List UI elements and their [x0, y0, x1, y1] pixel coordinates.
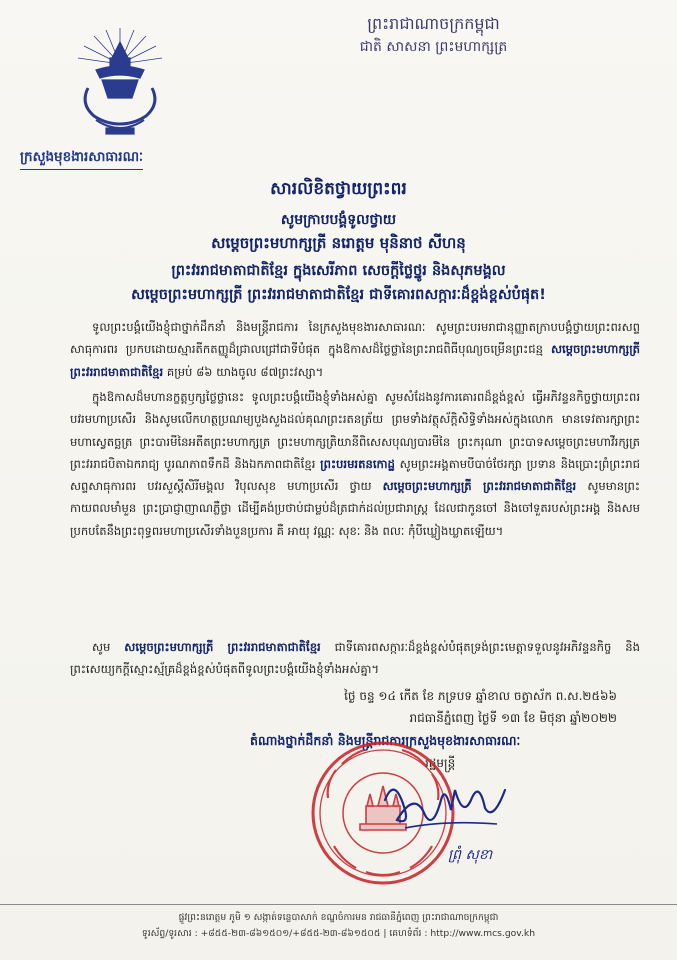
national-motto: ជាតិ សាសនា ព្រះមហាក្សត្រ [359, 39, 508, 55]
ministry-name: ក្រសួងមុខងារសាធារណៈ [20, 148, 143, 170]
signature-icon [375, 770, 510, 840]
footer-divider [0, 904, 677, 905]
paragraph-3-highlight: សម្តេចព្រះមហាក្សត្រី ព្រះវររាជមាតាជាតិខ្មែរ [124, 640, 321, 654]
paragraph-3-text-b: ជាទីគោរពសក្ការៈដ៏ខ្ពង់ខ្ពស់បំផុតទ្រង់ព្រះមេត្តាទទួលនូវអភិវន្ទនកិច្ច និងព្រះសេយ្យកក្តីស្មោះស្ម័គ្រដ៏ខ្ពង់ខ្ពស់បំផុតពីទូលព្រះបង្គំយើងខ្ញុំទាំងអស់គ្នា។ [70, 640, 640, 677]
footer-contact: ទូរស័ព្ទ/ទូរសារ : +៨៥៥-២៣-៨៦១៥០១/+៨៥៥-២៣-៨៦១៥០៥ | គេហទំព័រ : http://www.mcs.gov.kh [141, 928, 536, 939]
paragraph-2-text-c: សូមមានព្រះកាយពលមាំមួន ព្រះប្រាជ្ញាញាណភ្លឺថ្លា ដើម្បីគង់ប្រថាប់ជាម្លប់ដ៏ត្រជាក់ដល់ប្រជារាស្ត្រ ដែលជាកូនចៅ និងចៅទួតរបស់ព្រះអង្គ និងសមប្រកបតែនឹងព្រះពុទ្ធពរមហាប្រសើរទាំងបួនប្រការ គឺ អាយុ វណ្ណៈ សុខៈ និង ពលៈ កុំបីឃ្លៀងឃ្លាតឡើយ។ [70, 479, 641, 538]
address-line: សូមក្រាបបង្គំទូលថ្វាយ [280, 212, 397, 228]
paragraph-3-text-a: សូម [92, 640, 111, 654]
lunar-date: ថ្ងៃ ចន្ទ ១៤ កើត ខែ ភទ្របទ ឆ្នាំខាល ចត្វាស័ក ព.ស.២៥៦៦ [344, 689, 617, 703]
solar-date: រាជធានីភ្នំពេញ ថ្ងៃទី ១៣ ខែ មិថុនា ឆ្នាំ២០២២ [409, 711, 617, 725]
footer-address: ផ្លូវព្រះនរោត្តម ភូមិ ១ សង្កាត់ទន្លេបាសាក់ ខណ្ឌចំការមន រាជធានីភ្នំពេញ ព្រះរាជាណាចក្រកម្ពុជា [178, 912, 499, 923]
minister-label: រដ្ឋមន្ត្រី [425, 756, 456, 770]
paragraph-1-end: គម្រប់ ៨៦ យាងចូល ៨៧ព្រះវស្សា។ [166, 364, 324, 379]
recipient-title: ព្រះវររាជមាតាជាតិខ្មែរ ក្នុងសេរីភាព សេចក្តីថ្លៃថ្នូរ និងសុភមង្គល [171, 263, 506, 279]
paragraph-2 [70, 386, 640, 542]
paragraph-1 [70, 316, 640, 383]
paragraph-1-highlight: សម្តេចព្រះមហាក្សត្រី ព្រះវររាជមាតាជាតិខ្មែរ [70, 342, 641, 379]
paragraph-2-highlight-2: សម្តេចព្រះមហាក្សត្រី ព្រះវររាជមាតាជាតិខ្មែរ [382, 479, 577, 494]
paragraph-2-text-a: ក្នុងឱកាសដ៏មហានក្ខត្តឫក្សថ្លៃថ្លានេះ ទូលព្រះបង្គំយើងខ្ញុំទាំងអស់គ្នា សូមសំដែងនូវការគោរពដ៏ខ្ពង់ខ្ពស់ ធ្វើអភិវន្ទនកិច្ចថ្វាយព្រះពរ បវរមហាប្រសើរ និងសូមលើកហត្ថប្រណម្យបួងសួងដល់គុណព្រះរតនត្រ័យ ព្រមទាំងវត្ថុស័ក្តិសិទ្ធិទាំងអស់ក្នុងលោក មានទេវតារក្សាព្រះមហាស្វេតច្ឆត្រ ព្រះបារមីនៃអតីតព្រះមហាក្សត្រ ព្រះមហាក្សត្រិយានីពិសេសបុណ្យបារមីនៃ ព្រះករុណា ព្រះបាទសម្តេចព្រះមហាវីរក្សត្រ ព្រះវររាជបិតាឯករាជ្យ បូរណភាពទឹកដី និងឯកភាពជាតិខ្មែរ [70, 390, 640, 471]
salutation: សម្តេចព្រះមហាក្សត្រី ព្រះវររាជមាតាជាតិខ្មែរ ជាទីគោរពសក្ការៈដ៏ខ្ពង់ខ្ពស់បំផុត! [131, 287, 546, 303]
signatory-title: តំណាងថ្នាក់ដឹកនាំ និងមន្ត្រីរាជការក្រសួងមុខងារសាធារណៈ [250, 733, 521, 748]
paragraph-2-highlight-1: ព្រះបរមរតនកោដ្ឋ [320, 456, 395, 471]
kingdom-heading: ព្រះរាជាណាចក្រកម្ពុជា [367, 14, 500, 33]
paragraph-3 [70, 636, 640, 681]
recipient-name: សម្តេចព្រះមហាក្សត្រី នរោត្តម មុនិនាថ សីហនុ [211, 234, 466, 252]
document-title: សារលិខិតថ្វាយព្រះពរ [270, 179, 407, 199]
signer-name: ព្រុំ សុខា [448, 847, 493, 863]
paragraph-1-text: ទូលព្រះបង្គំយើងខ្ញុំជាថ្នាក់ដឹកនាំ និងមន្ត្រីរាជការ នៃក្រសួងមុខងារសាធារណៈ សូមព្រះបរមរាជានុញ្ញាតក្រាបបង្គំថ្វាយព្រះពរសព្ទសាធុការពរ ប្រកបដោយស្មារតីកតញ្ញូដ៏ជ្រាលជ្រៅជាទីបំផុត ក្នុងឱកាសដ៏ថ្លៃថ្លានៃព្រះរាជពិធីបុណ្យចម្រើនព្រះជន្ម [70, 320, 640, 357]
paragraph-2-text-b: សូមព្រះអង្គតាមបីបាច់ថែរក្សា ប្រទាន និងប្រោះព្រំព្រះរាជសព្ទសាធុការពរ បវរសួស្តីសិរីមង្គល វិបុលសុខ មហាប្រសើរ ថ្វាយ [70, 456, 641, 494]
